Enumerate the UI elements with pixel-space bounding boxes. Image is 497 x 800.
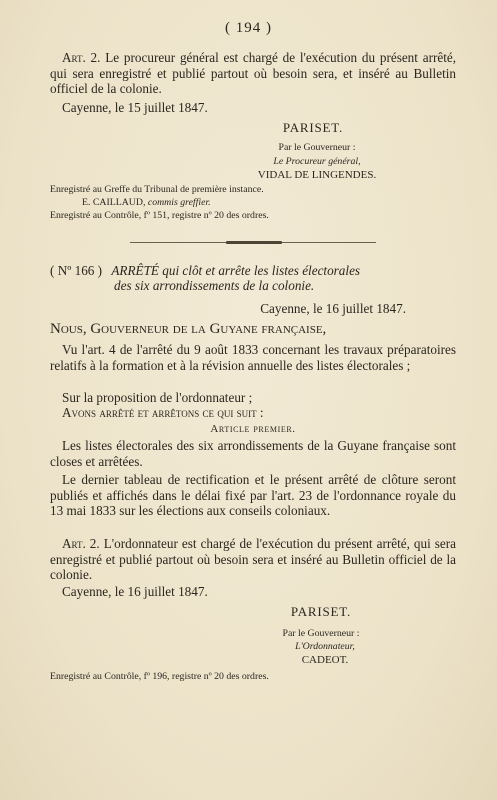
first-controle: Enregistré au Contrôle, fº 151, registre nº 20 des ordres. xyxy=(50,210,269,221)
first-article-2-text: Le procureur général est chargé de l'exécution du présent arrêté, qui sera enregistré et publié partout où besoin sera, et inséré au Bulletin officiel de la colonie. xyxy=(50,50,457,97)
second-paragraph-2: Le dernier tableau de rectification et le présent arrêté de clôture seront publiés et affichés dans le délai fixé par l'art. 23 de l'ordonnance royale du 13 mai 1833 sur les élections aux conseils coloniaux. xyxy=(50,472,456,519)
section-divider-ornament xyxy=(226,241,282,244)
first-role: Le Procureur général, xyxy=(273,156,361,167)
first-greffier-role: commis greffier. xyxy=(147,197,211,208)
second-role: L'Ordonnateur, xyxy=(295,641,355,652)
second-article-2-label: Art. 2. xyxy=(62,536,100,551)
second-title-part2: des six arrondissements de la colonie. xyxy=(114,278,315,293)
first-date: Cayenne, le 15 juillet 1847. xyxy=(62,100,208,115)
second-date-bottom: Cayenne, le 16 juillet 1847. xyxy=(62,584,208,599)
second-number: ( Nº 166 ) xyxy=(50,263,103,278)
second-controle: Enregistré au Contrôle, fº 196, registre nº 20 des ordres. xyxy=(50,671,269,682)
first-greffier xyxy=(82,197,452,209)
second-heading-line-1 xyxy=(50,263,456,279)
first-signature: PARISET. xyxy=(282,120,344,135)
second-article-2 xyxy=(50,536,456,583)
first-article-2-label: Art. 2. xyxy=(62,50,101,65)
second-vu: Vu l'art. 4 de l'arrêté du 9 août 1833 concernant les travaux préparatoires relatifs à la formation et à la révision annuelle des listes électorales ; xyxy=(50,342,456,373)
first-name: VIDAL DE LINGENDES. xyxy=(257,169,377,181)
second-paragraph-1: Les listes électorales des six arrondissements de la Guyane française sont closes et arrêtées. xyxy=(50,438,456,469)
second-nous-text: Nous, Gouverneur de la Guyane française, xyxy=(50,321,327,337)
page-number: ( 194 ) xyxy=(225,20,272,36)
second-signature: PARISET. xyxy=(290,604,352,619)
second-par-gouverneur: Par le Gouverneur : xyxy=(282,628,360,639)
first-article-2 xyxy=(50,50,456,97)
second-article-2-text: L'ordonnateur est chargé de l'exécution du présent arrêté, qui sera enregistré et publié partout où besoin sera et inséré au Bulletin officiel de la colonie. xyxy=(50,536,457,583)
second-article-premier: Article premier. xyxy=(210,423,296,435)
first-greffier-name: E. CAILLAUD, xyxy=(82,197,146,208)
second-avons: Avons arrêté et arrêtons ce qui suit : xyxy=(62,405,264,420)
second-title-part1: ARRÊTÉ qui clôt et arrête les listes électorales xyxy=(111,263,361,278)
second-sur: Sur la proposition de l'ordonnateur ; xyxy=(62,390,253,405)
second-name: CADEOT. xyxy=(301,654,349,666)
second-date-top: Cayenne, le 16 juillet 1847. xyxy=(260,301,406,316)
first-greffe: Enregistré au Greffe du Tribunal de première instance. xyxy=(50,184,264,195)
first-par-gouverneur: Par le Gouverneur : xyxy=(278,142,356,153)
second-nous xyxy=(50,322,326,338)
